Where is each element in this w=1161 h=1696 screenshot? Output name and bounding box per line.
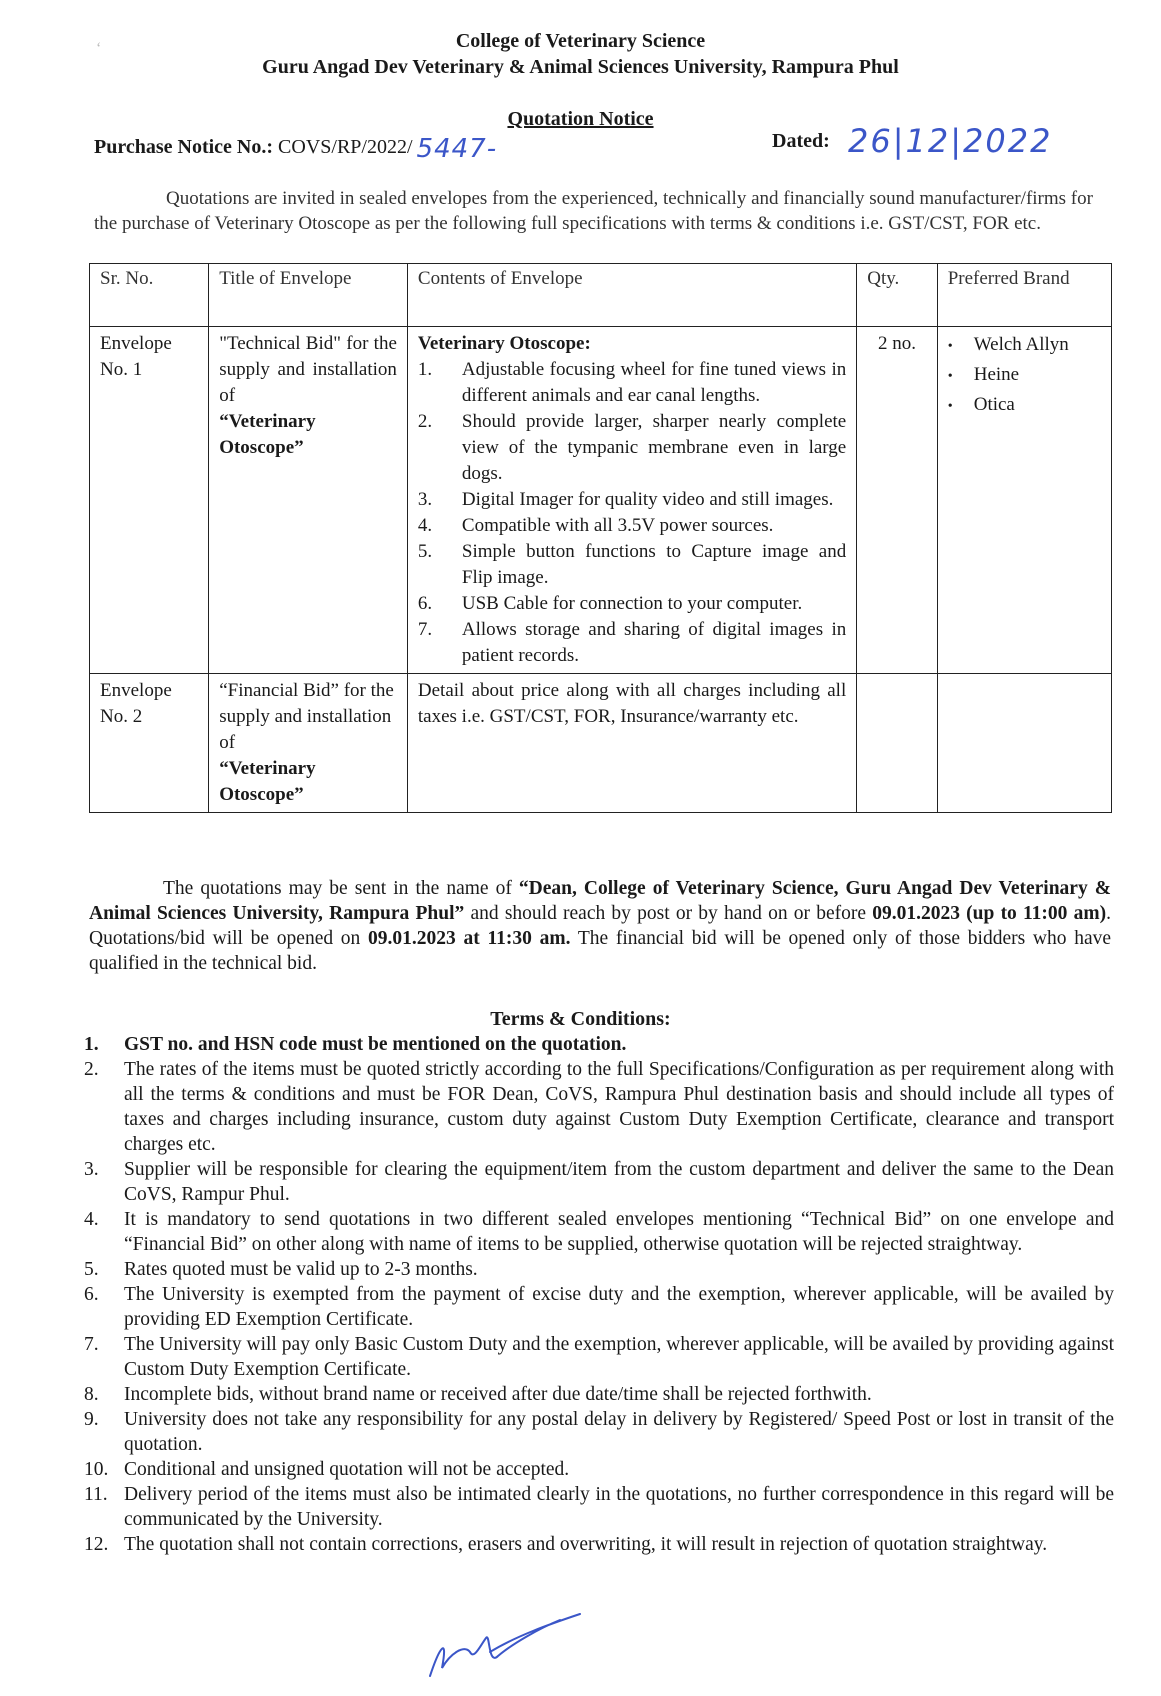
header-contents: Contents of Envelope: [407, 264, 856, 327]
table-header-row: [90, 264, 1112, 327]
list-item: 4. It is mandatory to send quotations in two different sealed envelopes mentioning “Technical Bid” on one envelope and “Financial Bid” on other along with name of items to be supplied, otherwise quotation will be rejected straightway.: [84, 1209, 1114, 1255]
purchase-notice-number: COVS/RP/2022/: [278, 136, 413, 158]
row1-contents: [407, 327, 856, 674]
row2-title: [209, 674, 408, 813]
header-brand: Preferred Brand: [937, 264, 1111, 327]
handwritten-date: 26|12|2022: [848, 122, 1053, 160]
list-item: 7. Allows storage and sharing of digital images in patient records.: [418, 617, 846, 669]
list-item: 1. Adjustable focusing wheel for fine tuned views in different animals and ear canal lengths.: [418, 357, 846, 409]
brand-list: [948, 331, 1101, 421]
header-title: Title of Envelope: [209, 264, 408, 327]
spec-item-text: Allows storage and sharing of digital images in patient records.: [461, 619, 847, 666]
row2-brand: [937, 674, 1111, 813]
opening-date: 09.01.2023 at 11:30 am.: [368, 928, 571, 949]
term-text: Conditional and unsigned quotation will not be accepted.: [124, 1459, 570, 1480]
row1-brands: [937, 327, 1111, 674]
notice-title: Quotation Notice: [507, 108, 654, 130]
row2-title-bold: “Veterinary Otoscope”: [219, 758, 316, 805]
list-item: 5. Simple button functions to Capture image and Flip image.: [418, 539, 846, 591]
list-item: 8. Incomplete bids, without brand name or received after due date/time shall be rejected forthwith.: [84, 1382, 1114, 1407]
spec-item-text: Should provide larger, sharper nearly complete view of the tympanic membrane even in large dogs.: [461, 411, 847, 484]
submission-text: . Quotations/bid will be opened on: [89, 903, 1111, 949]
brand-item: • Otica: [948, 391, 1101, 421]
row1-contents-heading: Veterinary Otoscope:: [417, 333, 591, 354]
row1-qty: 2 no.: [857, 327, 937, 674]
dated-label: Dated:: [772, 130, 830, 152]
terms-list: [84, 1032, 1114, 1557]
spec-item-text: Adjustable focusing wheel for fine tuned views in different animals and ear canal lengths.: [461, 359, 847, 406]
handwritten-notice-number: 5447-: [416, 134, 498, 164]
term-text: Rates quoted must be valid up to 2-3 months.: [124, 1259, 478, 1280]
purchase-notice-line: [94, 130, 498, 164]
intro-paragraph: [94, 186, 1114, 236]
submission-text: and should reach by post or by hand on or before: [470, 903, 867, 924]
submission-address: “Dean, College of Veterinary Science, Guru Angad Dev Veterinary & Animal Sciences University, Rampura Phul”: [89, 878, 1112, 924]
submission-paragraph: [89, 876, 1111, 976]
term-text: The University is exempted from the payment of excise duty and the exemption, wherever applicable, will be availed by providing ED Exemption Certificate.: [124, 1284, 1114, 1330]
spec-item-text: Simple button functions to Capture image and Flip image.: [461, 541, 847, 588]
submission-text: The financial bid will be opened only of those bidders who have qualified in the technical bid.: [89, 928, 1111, 974]
list-item: 2. Should provide larger, sharper nearly complete view of the tympanic membrane even in large dogs.: [418, 409, 846, 487]
terms-title: Terms & Conditions:: [490, 1008, 671, 1030]
header-sr-no: Sr. No.: [90, 264, 209, 327]
row2-title-plain: “Financial Bid” for the supply and installation of: [219, 680, 394, 753]
spec-item-text: Compatible with all 3.5V power sources.: [461, 515, 774, 536]
term-text: GST no. and HSN code must be mentioned on the quotation.: [124, 1034, 627, 1055]
spec-item-text: USB Cable for connection to your computer.: [461, 593, 803, 614]
signature: [420, 1606, 610, 1688]
term-text: The rates of the items must be quoted strictly according to the full Specifications/Configuration as per requirement along with all the terms & conditions and must be FOR Dean, CoVS, Rampura Phul destination basis and should include all types of taxes and charges including insurance, custom duty against Custom Duty Exemption Certificate, clearance and transport charges etc.: [124, 1059, 1114, 1155]
term-text: Supplier will be responsible for clearing the equipment/item from the custom department and deliver the same to the Dean CoVS, Rampur Phul.: [124, 1159, 1114, 1205]
row1-title-plain: "Technical Bid" for the supply and installation of: [219, 333, 397, 406]
brand-item: • Heine: [948, 361, 1101, 391]
brand-item: • Welch Allyn: [948, 331, 1101, 361]
list-item: 10. Conditional and unsigned quotation will not be accepted.: [84, 1457, 1114, 1482]
table-row: [90, 674, 1112, 813]
list-item: 3. Digital Imager for quality video and still images.: [418, 487, 846, 513]
term-text: The University will pay only Basic Custom Duty and the exemption, wherever applicable, will be availed by providing against Custom Duty Exemption Certificate.: [124, 1334, 1114, 1380]
purchase-notice-label: Purchase Notice No.:: [94, 136, 274, 158]
list-item: 7. The University will pay only Basic Custom Duty and the exemption, wherever applicable, will be availed by providing against Custom Duty Exemption Certificate.: [84, 1334, 1114, 1380]
row2-qty: [857, 674, 937, 813]
submission-text: The quotations may be sent in the name of: [163, 878, 512, 899]
list-item: 11. Delivery period of the items must also be intimated clearly in the quotations, no further correspondence in this regard will be communicated by the University.: [84, 1484, 1114, 1530]
scan-mark: ‘: [96, 40, 102, 57]
list-item: 6. The University is exempted from the payment of excise duty and the exemption, wherever applicable, will be availed by providing ED Exemption Certificate.: [84, 1284, 1114, 1330]
term-text: University does not take any responsibility for any postal delay in delivery by Registered/ Speed Post or lost in transit of the quotation.: [124, 1409, 1114, 1455]
row2-sr: Envelope No. 2: [90, 674, 209, 813]
term-text: It is mandatory to send quotations in two different sealed envelopes mentioning “Technical Bid” on one envelope and “Financial Bid” on other along with name of items to be supplied, otherwise quotation will be rejected straightway.: [124, 1209, 1114, 1255]
spec-item-text: Digital Imager for quality video and still images.: [461, 489, 834, 510]
row1-sr: Envelope No. 1: [90, 327, 209, 674]
intro-text: Quotations are invited in sealed envelopes from the experienced, technically and financially sound manufacturer/firms for the purchase of Veterinary Otoscope as per the following full specifications with terms & conditions i.e. GST/CST, FOR etc.: [94, 188, 1093, 234]
list-item: 6. USB Cable for connection to your computer.: [418, 591, 846, 617]
row1-title: [209, 327, 408, 674]
list-item: 2. The rates of the items must be quoted strictly according to the full Specifications/Configuration as per requirement along with all the terms & conditions and must be FOR Dean, CoVS, Rampura Phul destination basis and should include all types of taxes and charges including insurance, custom duty against Custom Duty Exemption Certificate, clearance and transport charges etc.: [84, 1059, 1114, 1155]
list-item: 1. GST no. and HSN code must be mentioned on the quotation.: [84, 1032, 1114, 1057]
university-name: Guru Angad Dev Veterinary & Animal Sciences University, Rampura Phul: [262, 56, 899, 78]
college-name: College of Veterinary Science: [455, 30, 706, 52]
header-qty: Qty.: [857, 264, 937, 327]
list-item: 3. Supplier will be responsible for clearing the equipment/item from the custom department and deliver the same to the Dean CoVS, Rampur Phul.: [84, 1159, 1114, 1205]
list-item: 4. Compatible with all 3.5V power sources.: [418, 513, 846, 539]
spec-list: [418, 357, 846, 669]
list-item: 5. Rates quoted must be valid up to 2-3 months.: [84, 1257, 1114, 1282]
term-text: Incomplete bids, without brand name or received after due date/time shall be rejected forthwith.: [124, 1384, 872, 1405]
row2-contents: Detail about price along with all charges including all taxes i.e. GST/CST, FOR, Insurance/warranty etc.: [407, 674, 856, 813]
table-row: [90, 327, 1112, 674]
specification-table: [89, 263, 1112, 813]
term-text: Delivery period of the items must also be intimated clearly in the quotations, no further correspondence in this regard will be communicated by the University.: [124, 1484, 1114, 1530]
list-item: 9. University does not take any responsibility for any postal delay in delivery by Registered/ Speed Post or lost in transit of the quotation.: [84, 1409, 1114, 1455]
submission-deadline: 09.01.2023 (up to 11:00 am): [872, 903, 1107, 924]
row1-title-bold: “Veterinary Otoscope”: [219, 411, 316, 458]
list-item: 12. The quotation shall not contain corrections, erasers and overwriting, it will result in rejection of quotation straightway.: [84, 1532, 1114, 1557]
term-text: The quotation shall not contain corrections, erasers and overwriting, it will result in rejection of quotation straightway.: [124, 1534, 1048, 1555]
